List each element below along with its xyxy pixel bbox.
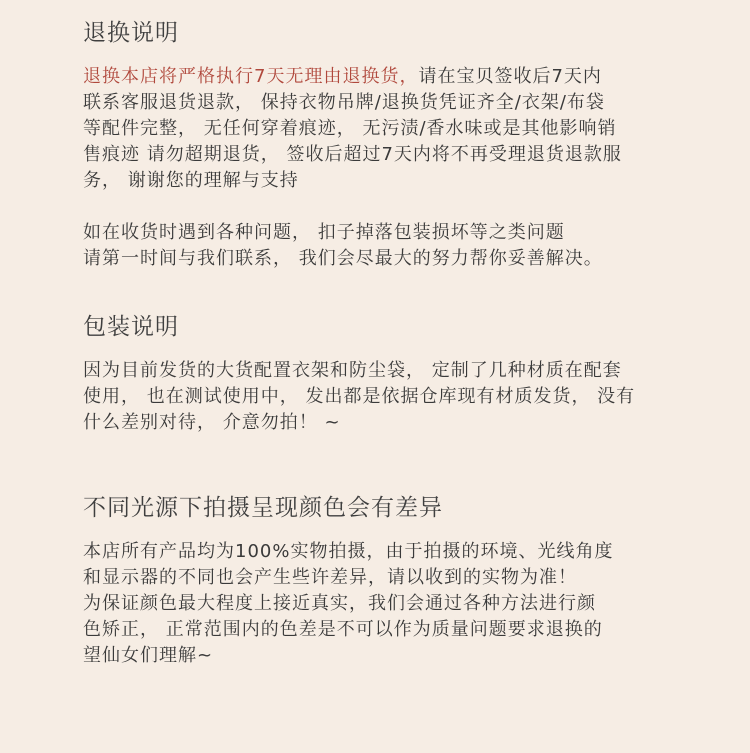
packaging-title: 包装说明	[83, 314, 179, 340]
packaging-line-3: 什么差别对待， 介意勿拍！ ~	[83, 412, 341, 433]
packaging-line-1: 因为目前发货的大货配置衣架和防尘袋， 定制了几种材质在配套	[83, 360, 622, 381]
packaging-line-2: 使用， 也在测试使用中， 发出都是依据仓库现有材质发货， 没有	[83, 386, 636, 407]
packaging-section	[83, 312, 703, 436]
policy-highlight: 退换本店将严格执行7天无理由退换货，	[83, 66, 419, 87]
policy-line-1	[83, 64, 703, 90]
policy-line-5: 务， 谢谢您的理解与支持	[83, 170, 299, 191]
policy-line-2: 联系客服退货退款， 保持衣物吊牌/退换货凭证齐全/衣架/布袋	[83, 92, 605, 113]
issue-line-1: 如在收货时遇到各种问题， 扣子掉落包装损坏等之类问题	[83, 222, 565, 243]
color-line-2: 和显示器的不同也会产生些许差异，请以收到的实物为准！	[83, 567, 577, 588]
issue-paragraph	[83, 220, 703, 272]
return-policy-title: 退换说明	[83, 20, 179, 46]
color-note-section	[83, 493, 703, 669]
color-line-3: 为保证颜色最大程度上接近真实，我们会通过各种方法进行颜	[83, 593, 596, 614]
color-note-title: 不同光源下拍摄呈现颜色会有差异	[83, 495, 443, 521]
issue-line-2: 请第一时间与我们联系， 我们会尽最大的努力帮你妥善解决。	[83, 248, 603, 269]
color-note-paragraph	[83, 539, 703, 669]
return-policy-section	[83, 18, 703, 272]
color-line-1: 本店所有产品均为100%实物拍摄，由于拍摄的环境、光线角度	[83, 541, 614, 562]
policy-line-3: 等配件完整， 无任何穿着痕迹， 无污渍/香水味或是其他影响销	[83, 118, 617, 139]
packaging-paragraph	[83, 358, 703, 436]
policy-line-4: 售痕迹 请勿超期退货， 签收后超过7天内将不再受理退货退款服	[83, 144, 622, 165]
color-line-5: 望仙女们理解~	[83, 645, 214, 666]
policy-line-1-tail: 请在宝贝签收后7天内	[418, 66, 602, 87]
color-line-4: 色矫正， 正常范围内的色差是不可以作为质量问题要求退换的	[83, 619, 603, 640]
return-policy-paragraph	[83, 64, 703, 194]
